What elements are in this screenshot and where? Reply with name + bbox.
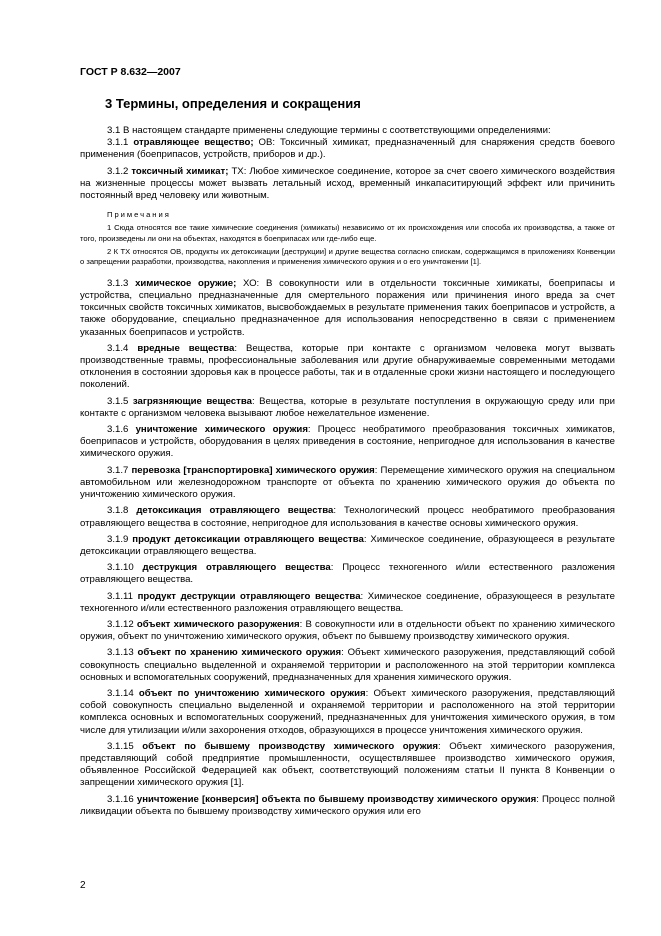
term-entry: 3.1.15 объект по бывшему производству химического оружия: Объект химического разоружения, представляющий собой предприятие промышленности, осуществлявшее производство химического оружия, объявленное Российской Федерацией как объект, соответствующий положениям статьи II пункта 8 Конвенции о запрещении химического оружия [1]. (80, 740, 615, 789)
term-entry: 3.1.11 продукт деструкции отравляющего вещества: Химическое соединение, образующееся в результате техногенного и/или естественного разложения отравляющего вещества. (80, 590, 615, 614)
term-entry: 3.1.2 токсичный химикат; ТХ: Любое химическое соединение, которое за счет своего химического воздействия на жизненные процессы может вызвать летальный исход, временный инкапаситирующий эффект или причинить постоянный вред человеку или животным. (80, 165, 615, 202)
term-entry: 3.1.16 уничтожение [конверсия] объекта по бывшему производству химического оружия: Процесс полной ликвидации объекта по бывшему производству химического оружия или его (80, 793, 615, 817)
term-entry: 3.1.13 объект по хранению химического оружия: Объект химического разоружения, представляющий собой совокупность специально выделенной и охраняемой территории и расположенного на этой территории комплекса основных и вспомогательных сооружений, предназначенных для хранения химического оружия. (80, 647, 615, 683)
page-number: 2 (80, 880, 86, 891)
document-header: ГОСТ Р 8.632—2007 (80, 66, 181, 78)
term-entry: 3.1.3 химическое оружие; ХО: В совокупности или в отдельности токсичные химикаты, боеприпасы и устройства, специально предназначенные для смертельного поражения или причинения иного вреда за счет токсичных свойств токсичных химикатов, высвобождаемых в результате применения таких боеприпасов и устройств, а также оборудование, специально предназначенное для использования непосредственно в связи с применением указанных боеприпасов и устройств. (80, 277, 616, 338)
term-entry: 3.1.14 объект по уничтожению химического оружия: Объект химического разоружения, представляющий собой совокупность специально выделенной и охраняемой территории и расположенного на этой территории комплекса основных и вспомогательных сооружений, предназначенных для уничтожения химического оружия, в том числе для утилизации и/или захоронения отходов, образующихся в процессе уничтожения химического оружия. (80, 687, 615, 736)
term-entry: 3.1.6 уничтожение химического оружия: Процесс необратимого преобразования токсичных химикатов, боеприпасов и устройств, оборудования в целях приведения в состояние, непригодное для использования в качестве химического оружия. (80, 424, 615, 460)
term-entry: 3.1.5 загрязняющие вещества: Вещества, которые в результате поступления в окружающую среду или при контакте с организмом человека вызывают любое нежелательное изменение. (80, 395, 615, 419)
term-entry: 3.1.7 перевозка [транспортировка] химического оружия: Перемещение химического оружия на специальном автомобильном или железнодорожном транспорте от объекта по хранению химического оружия до объекта по уничтожению химического оружия. (80, 464, 615, 501)
notes-heading: Примечания (107, 210, 171, 220)
note-item: 2 К ТХ относятся ОВ, продукты их детоксикации [деструкции] и другие вещества согласно спискам, содержащимся в приложениях Конвенции о запрещении разработки, производства, накопления и применения химического оружия и о его уничтожении [1]. (80, 247, 615, 267)
term-entry: 3.1.4 вредные вещества: Вещества, которые при контакте с организмом человека могут вызвать производственные травмы, профессиональные заболевания или другие обнаруживаемые современными методами отклонения в состоянии здоровья как в процессе работы, так и в отдаленные сроки жизни настоящего и последующего поколений. (80, 342, 615, 391)
note-item: 1 Сюда относятся все такие химические соединения (химикаты) независимо от их происхождения или способа их производства, а также от того, произведены ли они на объектах, находятся в боеприпасах или где-либо еще. (80, 223, 615, 243)
intro-paragraph: 3.1 В настоящем стандарте применены следующие термины с соответствующими определениями: (107, 125, 551, 136)
term-entry: 3.1.1 отравляющее вещество; ОВ: Токсичный химикат, предназначенный для снаряжения средств боевого применения (боеприпасов, устройств, приборов и др.). (80, 137, 615, 161)
term-entry: 3.1.10 деструкция отравляющего вещества: Процесс техногенного и/или естественного разложения отравляющего вещества. (80, 562, 615, 586)
document-body (80, 125, 615, 818)
section-title: 3 Термины, определения и сокращения (105, 96, 361, 111)
term-entry: 3.1.8 детоксикация отравляющего вещества: Технологический процесс необратимого преобразования отравляющего вещества в состояние, непригодное для использования в качестве основы химического оружия. (80, 505, 616, 529)
term-entry: 3.1.12 объект химического разоружения: В совокупности или в отдельности объект по хранению химического оружия, объект по уничтожению химического оружия, объект по бывшему производству химического оружия. (80, 618, 615, 643)
term-entry: 3.1.9 продукт детоксикации отравляющего вещества: Химическое соединение, образующееся в результате детоксикации отравляющего вещества. (80, 533, 616, 557)
